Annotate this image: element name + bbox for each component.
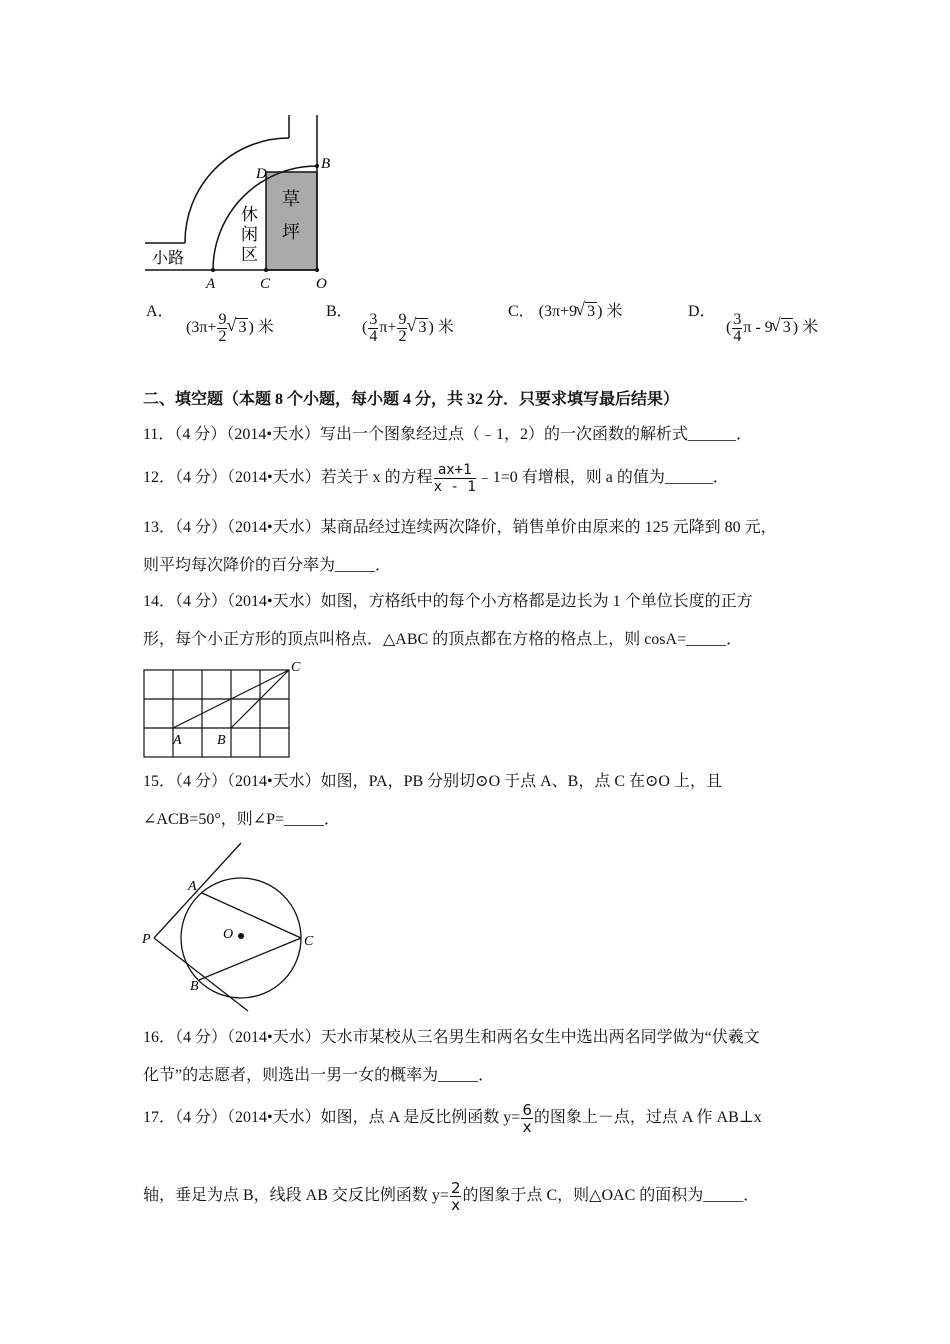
question-14-line-2: 形，每个小正方形的顶点叫格点．△ABC 的顶点都在方格的格点上，则 cosA=_____． (143, 631, 743, 648)
grid-figure (140, 655, 310, 763)
circle-label-o: O (223, 927, 234, 942)
label-c: C (260, 276, 271, 292)
choice-b-expr: ( $\frac{3}{4}$ π+ $\frac{9}{2}$ √ 3 ) 米 (362, 312, 454, 345)
label-d: D (256, 166, 267, 182)
question-15-line-1: 15．（4 分）（2014•天水）如图，PA，PB 分别切⊙O 于点 A、B，点 C 在⊙O 上，且 (143, 773, 722, 790)
section-2-title: 二、填空题（本题 8 个小题，每小题 4 分，共 32 分．只要求填写最后结果） (143, 391, 680, 408)
choice-b-letter: B． (326, 303, 353, 320)
question-17-line-2: 轴，垂足为点 B，线段 AB 交反比例函数 y= $\frac{2}{x}$ 的图象于点 C，则△OAC 的面积为_____． (143, 1179, 760, 1214)
grid-label-a: A (173, 733, 182, 748)
label-o: O (316, 276, 327, 292)
grid-label-c: C (291, 660, 301, 675)
park-figure (140, 110, 340, 295)
question-16-line-1: 16．（4 分）（2014•天水）天水市某校从三名男生和两名女生中选出两名同学做为“伏羲文 (143, 1029, 760, 1046)
choice-d-letter: D． (688, 303, 716, 320)
choice-d (688, 302, 716, 322)
choice-b (326, 302, 353, 322)
grass-region (266, 172, 317, 270)
tangent-pa (154, 843, 241, 938)
circle-label-b: B (190, 979, 199, 994)
circle-label-c: C (304, 934, 314, 949)
choice-c-letter: C． (508, 303, 535, 320)
circle-figure (140, 838, 320, 1018)
circle-label-p: P (142, 932, 151, 947)
question-15-line-2: ∠ACB=50°，则∠P=_____． (143, 811, 341, 828)
question-13-line-1: 13．（4 分）（2014•天水）某商品经过连续两次降价，销售单价由原来的 125 元降到 80 元， (143, 519, 777, 536)
label-b: B (321, 156, 331, 172)
question-13-line-2: 则平均每次降价的百分率为_____． (143, 557, 392, 574)
label-a: A (206, 276, 216, 292)
choice-a-letter: A． (146, 303, 174, 320)
path-label: 小路 (152, 250, 185, 267)
choice-c: C． (3π+9√ 3 ) 米 (508, 302, 622, 322)
question-12: 12．（4 分）（2014•天水）若关于 x 的方程 $\frac{ax+1}{x - 1}$ ﹣1=0 有增根，则 a 的值为______． (143, 462, 729, 495)
tangent-pb (154, 938, 248, 1011)
choice-d-expr: ( $\frac{3}{4}$ π - 9√ 3 ) 米 (726, 312, 818, 345)
leisure-char-2: 闲 (241, 225, 258, 244)
grass-char-2: 坪 (282, 222, 300, 242)
grass-char-1: 草 (282, 189, 300, 209)
question-14-line-1: 14．（4 分）（2014•天水）如图，方格纸中的每个小方格都是边长为 1 个单位长度的正方 (143, 593, 753, 610)
leisure-char-3: 区 (241, 245, 258, 264)
grid-label-b: B (217, 733, 226, 748)
choice-a (146, 302, 174, 322)
choice-a-expr: (3π+ $\frac{9}{2}$ √ 3 ) 米 (186, 312, 274, 345)
leisure-char-1: 休 (241, 205, 258, 224)
question-11: 11．（4 分）（2014•天水）写出一个图象经过点（﹣1，2）的一次函数的解析式______． (143, 426, 753, 443)
question-16-line-2: 化节”的志愿者，则选出一男一女的概率为_____． (143, 1067, 495, 1084)
question-17-line-1: 17．（4 分）（2014•天水）如图，点 A 是反比例函数 y= $\frac{6}{x}$ 的图象上－点，过点 A 作 AB⊥x (143, 1101, 762, 1136)
circle-label-a: A (188, 879, 197, 894)
